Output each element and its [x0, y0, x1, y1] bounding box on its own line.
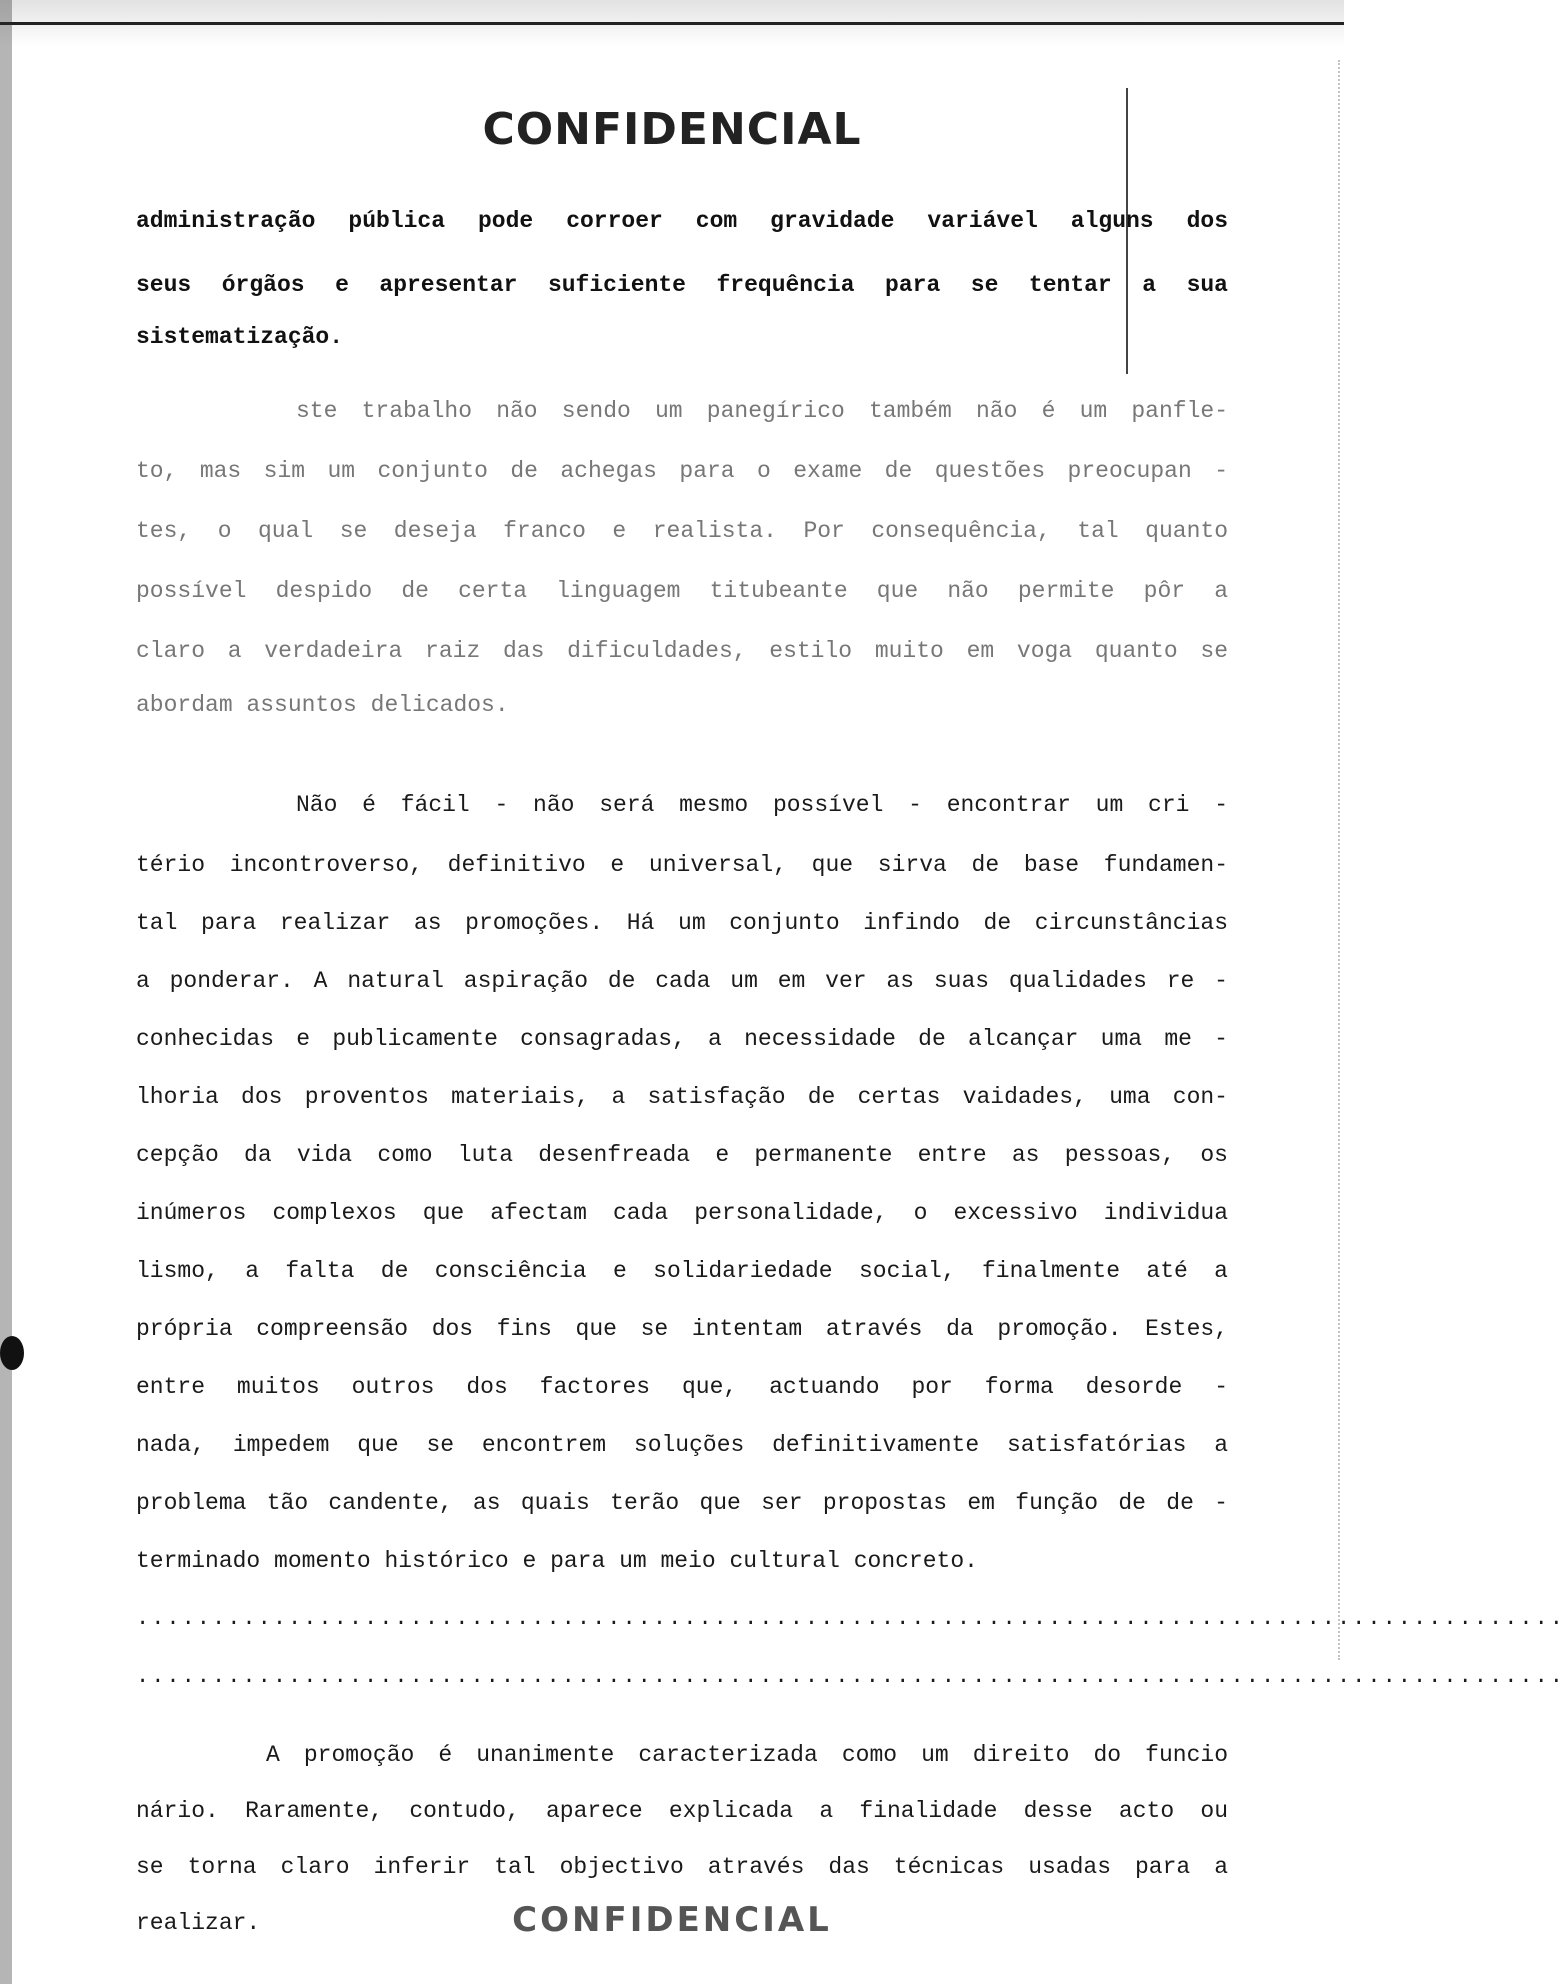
text-line: entre muitos outros dos factores que, actuando por forma desorde - [136, 1374, 1228, 1400]
scan-left-edge [0, 0, 12, 1984]
text-line: realizar. [136, 1910, 261, 1936]
text-line: ste trabalho não sendo um panegírico também não é um panfle- [296, 398, 1228, 424]
text-line: sistematização. [136, 324, 344, 350]
text-line: abordam assuntos delicados. [136, 692, 509, 718]
scan-right-edge [1316, 60, 1340, 1660]
text-line: to, mas sim um conjunto de achegas para o exame de questões preocupan - [136, 458, 1228, 484]
text-line: cepção da vida como luta desenfreada e permanente entre as pessoas, os [136, 1142, 1228, 1168]
text-line: se torna claro inferir tal objectivo através das técnicas usadas para a [136, 1854, 1228, 1880]
text-line: nário. Raramente, contudo, aparece explicada a finalidade desse acto ou [136, 1798, 1228, 1824]
text-line: administração pública pode corroer com gravidade variável alguns dos [136, 208, 1228, 234]
text-line: possível despido de certa linguagem titubeante que não permite pôr a [136, 578, 1228, 604]
text-line: inúmeros complexos que afectam cada personalidade, o excessivo individua [136, 1200, 1228, 1226]
top-rule [0, 22, 1344, 25]
text-line: terminado momento histórico e para um meio cultural concreto. [136, 1548, 978, 1574]
text-line: tal para realizar as promoções. Há um conjunto infindo de circunstâncias [136, 910, 1228, 936]
punch-hole [0, 1336, 24, 1370]
text-line: própria compreensão dos fins que se intentam através da promoção. Estes, [136, 1316, 1228, 1342]
dotted-line: .............................................................................................. [136, 1606, 1565, 1631]
text-line: claro a verdadeira raiz das dificuldades, estilo muito em voga quanto se [136, 638, 1228, 664]
text-line: seus órgãos e apresentar suficiente frequência para se tentar a sua [136, 272, 1228, 298]
text-line: a ponderar. A natural aspiração de cada um em ver as suas qualidades re - [136, 968, 1228, 994]
dotted-line: .............................................................................................. [136, 1664, 1565, 1689]
confidential-stamp-bottom: CONFIDENCIAL [512, 1900, 832, 1940]
text-line: tes, o qual se deseja franco e realista. Por consequência, tal quanto [136, 518, 1228, 544]
text-line: problema tão candente, as quais terão que ser propostas em função de de - [136, 1490, 1228, 1516]
text-line: nada, impedem que se encontrem soluções definitivamente satisfatórias a [136, 1432, 1228, 1458]
text-line: tério incontroverso, definitivo e universal, que sirva de base fundamen- [136, 852, 1228, 878]
text-line: lismo, a falta de consciência e solidariedade social, finalmente até a [136, 1258, 1228, 1284]
text-line: conhecidas e publicamente consagradas, a necessidade de alcançar uma me - [136, 1026, 1228, 1052]
text-line: lhoria dos proventos materiais, a satisfação de certas vaidades, uma con- [136, 1084, 1228, 1110]
confidential-stamp-top: CONFIDENCIAL [482, 104, 862, 155]
text-line: Não é fácil - não será mesmo possível - encontrar um cri - [296, 792, 1228, 818]
text-line: A promoção é unanimente caracterizada como um direito do funcio [266, 1742, 1228, 1768]
